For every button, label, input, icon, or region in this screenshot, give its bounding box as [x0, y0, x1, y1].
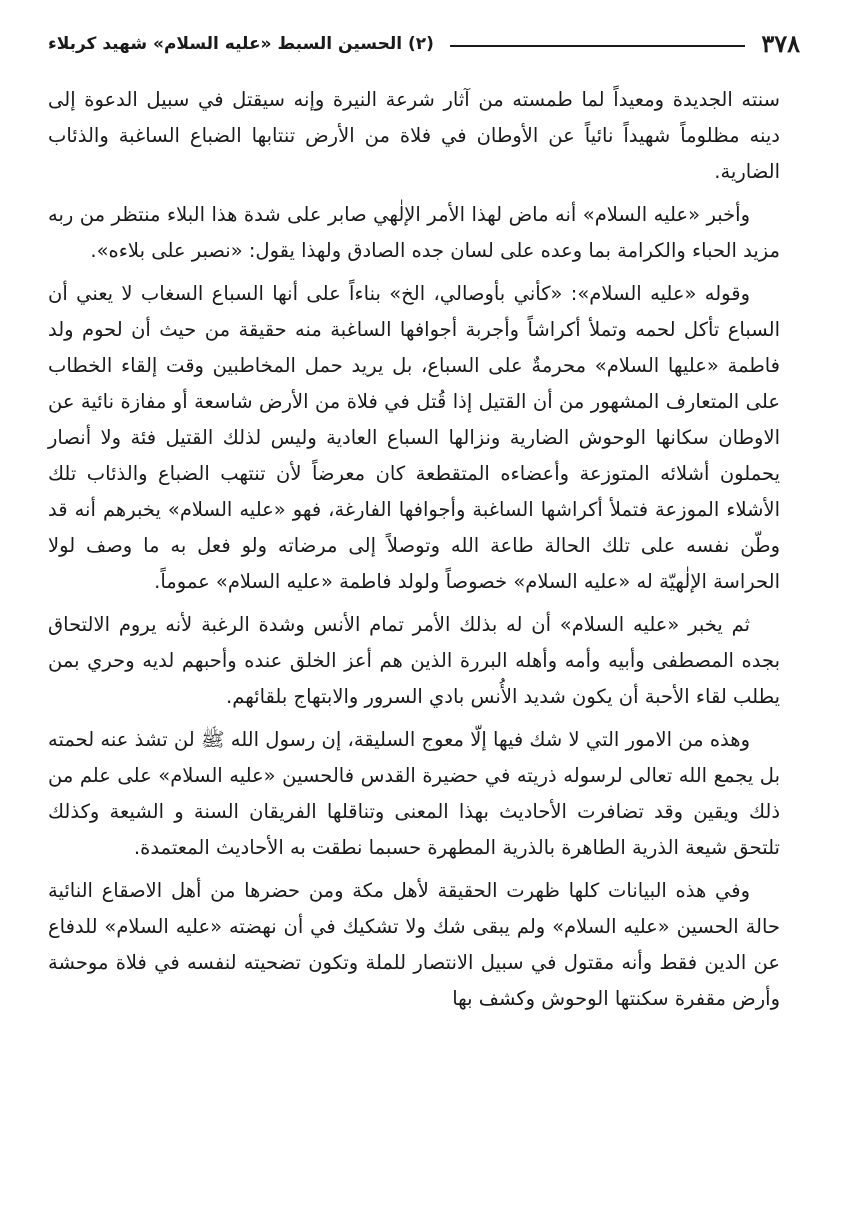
page-number: ٣٧٨ [761, 29, 800, 58]
paragraph: وفي هذه البيانات كلها ظهرت الحقيقة لأهل مكة ومن حضرها من أهل الاصقاع النائية حالة الحسين «عليه السلام» ولم يبقى شك ولا تشكيك في أن نهضته «عليه السلام» للدفاع عن الدين فقط وأنه مقتول في سبيل الانتصار للملة وتكون تضحيته لنفسه في فلاة موحشة وأرض مقفرة سكنتها الوحوش وكشف بها [48, 879, 780, 1010]
running-title: (٢) الحسين السبط «عليه السلام» شهيد كربلاء [48, 34, 434, 54]
paragraph: وأخبر «عليه السلام» أنه ماض لهذا الأمر الإلٰهي صابر على شدة هذا البلاء منتظر من ربه مزيد الحباء والكرامة بما وعده على لسان جده الصادق ولهذا يقول: «نصبر على بلاءه». [48, 203, 780, 262]
body-text [48, 82, 780, 1024]
header-rule [450, 45, 745, 47]
paragraph: وهذه من الامور التي لا شك فيها إلّا معوج السليقة، إن رسول الله ﷺ لن تشذ عنه لحمته بل يجمع الله تعالى لرسوله ذريته في حضيرة القدس فالحسين «عليه السلام» على علم من ذلك ويقين وقد تضافرت الأحاديث بهذا المعنى وتناقلها الفريقان السنة و الشيعة وكذلك تلتحق شيعة الذرية الطاهرة بالذرية المطهرة حسبما نطقت به الأحاديث المعتمدة. [48, 728, 780, 859]
paragraph: ثم يخبر «عليه السلام» أن له بذلك الأمر تمام الأنس وشدة الرغبة لأنه يروم الالتحاق بجده المصطفى وأبيه وأمه وأهله البررة الذين هم أعز الخلق عنده وأحبهم لديه وحري بمن يطلب لقاء الأحبة أن يكون شديد الأُنس بادي السرور والابتهاج بلقائهم. [48, 613, 780, 708]
paragraph: سنته الجديدة ومعيداً لما طمسته من آثار شرعة النيرة وإنه سيقتل في سبيل الدعوة إلى دينه مظلوماً شهيداً نائياً عن الأوطان في فلاة من الأرض تنتابها الضباع الساغبة والذئاب الضارية. [48, 88, 780, 183]
page-header [48, 26, 800, 62]
paragraph: وقوله «عليه السلام»: «كأني بأوصالي، الخ» بناءاً على أنها السباع السغاب لا يعني أن السباع تأكل لحمه وتملأ أكراشاً وأجربة أجوافها الساغبة منه حقيقة من حيث أن لحوم ولد فاطمة «عليها السلام» محرمةٌ على السباع، بل يريد حمل المخاطبين وقت إلقاء الخطاب على المتعارف المشهور من أن القتيل إذا قُتل في فلاة من الأرض شاسعة أو مفازة نائية عن الاوطان سكانها الوحوش الضارية ونزالها السباع العادية وليس لذلك القتيل فئة ولا أنصار يحملون أشلائه المتوزعة وأعضاءه المتقطعة كان معرضاً لأن تنتهب الضباع والذئاب تلك الأشلاء الموزعة فتملأ أكراشها الساغبة وأجوافها الفارغة، فهو «عليه السلام» يخبرهم أنه قد وطّن نفسه على تلك الحالة طاعة الله وتوصلاً إلى مرضاته ولو فعل به ما وصف لولا الحراسة الإلٰهيّة له «عليه السلام» خصوصاً ولولد فاطمة «عليه السلام» عموماً. [48, 282, 780, 593]
